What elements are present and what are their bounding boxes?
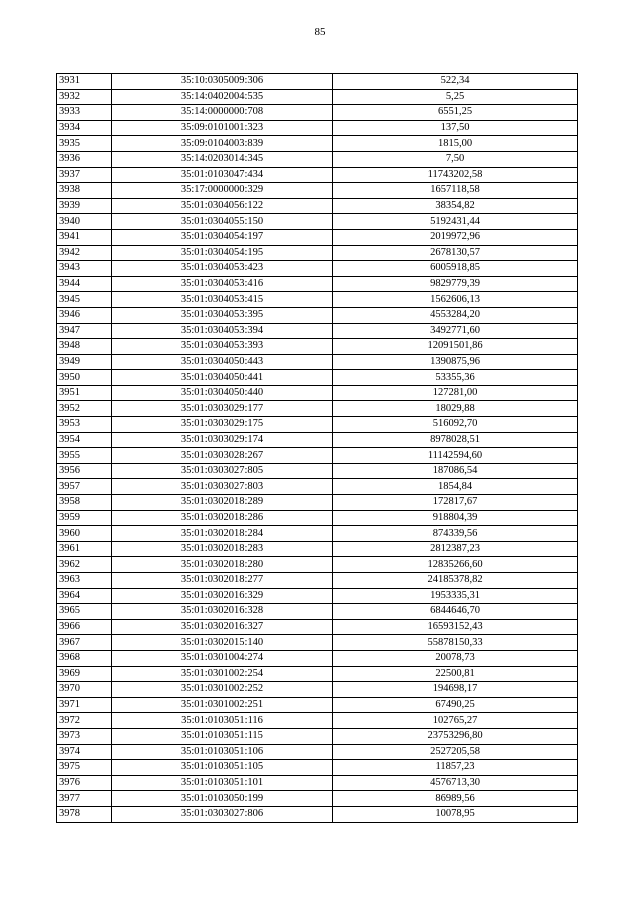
cadastral-number-cell: 35:01:0302018:277 <box>112 573 333 589</box>
row-number-cell: 3964 <box>57 588 112 604</box>
row-number-cell: 3975 <box>57 760 112 776</box>
table-row <box>57 292 578 308</box>
row-number-cell: 3971 <box>57 697 112 713</box>
cadastral-number-cell: 35:01:0103051:105 <box>112 760 333 776</box>
row-number-cell: 3977 <box>57 791 112 807</box>
cadastral-number-cell: 35:01:0302018:284 <box>112 526 333 542</box>
value-cell: 18029,88 <box>333 401 578 417</box>
cadastral-number-cell: 35:01:0304050:440 <box>112 385 333 401</box>
row-number-cell: 3962 <box>57 557 112 573</box>
row-number-cell: 3955 <box>57 448 112 464</box>
value-cell: 874339,56 <box>333 526 578 542</box>
cadastral-number-cell: 35:01:0302015:140 <box>112 635 333 651</box>
row-number-cell: 3943 <box>57 261 112 277</box>
table-row <box>57 198 578 214</box>
value-cell: 4576713,30 <box>333 775 578 791</box>
table-row <box>57 105 578 121</box>
value-cell: 22500,81 <box>333 666 578 682</box>
value-cell: 20078,73 <box>333 650 578 666</box>
value-cell: 23753296,80 <box>333 728 578 744</box>
value-cell: 11142594,60 <box>333 448 578 464</box>
cadastral-number-cell: 35:01:0303029:177 <box>112 401 333 417</box>
row-number-cell: 3956 <box>57 463 112 479</box>
table-row <box>57 74 578 90</box>
value-cell: 16593152,43 <box>333 619 578 635</box>
cadastral-number-cell: 35:01:0301004:274 <box>112 650 333 666</box>
cadastral-number-cell: 35:01:0304055:150 <box>112 214 333 230</box>
value-cell: 2527205,58 <box>333 744 578 760</box>
table-row <box>57 151 578 167</box>
cadastral-number-cell: 35:01:0103050:199 <box>112 791 333 807</box>
table-row <box>57 307 578 323</box>
value-cell: 8978028,51 <box>333 432 578 448</box>
cadastral-number-cell: 35:01:0302018:286 <box>112 510 333 526</box>
table-row <box>57 775 578 791</box>
row-number-cell: 3945 <box>57 292 112 308</box>
value-cell: 4553284,20 <box>333 307 578 323</box>
row-number-cell: 3952 <box>57 401 112 417</box>
value-cell: 7,50 <box>333 151 578 167</box>
value-cell: 1657118,58 <box>333 183 578 199</box>
row-number-cell: 3951 <box>57 385 112 401</box>
table-row <box>57 697 578 713</box>
cadastral-number-cell: 35:01:0304050:441 <box>112 370 333 386</box>
table-row <box>57 541 578 557</box>
table-row <box>57 479 578 495</box>
row-number-cell: 3957 <box>57 479 112 495</box>
row-number-cell: 3935 <box>57 136 112 152</box>
value-cell: 1390875,96 <box>333 354 578 370</box>
value-cell: 86989,56 <box>333 791 578 807</box>
value-cell: 1953335,31 <box>333 588 578 604</box>
table-row <box>57 89 578 105</box>
value-cell: 6005918,85 <box>333 261 578 277</box>
cadastral-number-cell: 35:01:0304053:395 <box>112 307 333 323</box>
row-number-cell: 3950 <box>57 370 112 386</box>
table-row <box>57 463 578 479</box>
table-row <box>57 573 578 589</box>
value-cell: 137,50 <box>333 120 578 136</box>
cadastral-number-cell: 35:01:0103051:106 <box>112 744 333 760</box>
table-row <box>57 510 578 526</box>
cadastral-number-cell: 35:01:0302016:327 <box>112 619 333 635</box>
value-cell: 11743202,58 <box>333 167 578 183</box>
row-number-cell: 3942 <box>57 245 112 261</box>
row-number-cell: 3973 <box>57 728 112 744</box>
row-number-cell: 3938 <box>57 183 112 199</box>
row-number-cell: 3937 <box>57 167 112 183</box>
table-row <box>57 448 578 464</box>
value-cell: 516092,70 <box>333 417 578 433</box>
value-cell: 6551,25 <box>333 105 578 121</box>
value-cell: 1562606,13 <box>333 292 578 308</box>
row-number-cell: 3954 <box>57 432 112 448</box>
row-number-cell: 3936 <box>57 151 112 167</box>
row-number-cell: 3940 <box>57 214 112 230</box>
cadastral-number-cell: 35:01:0303027:805 <box>112 463 333 479</box>
cadastral-number-cell: 35:14:0402004:535 <box>112 89 333 105</box>
cadastral-number-cell: 35:01:0302018:289 <box>112 495 333 511</box>
row-number-cell: 3969 <box>57 666 112 682</box>
cadastral-number-cell: 35:10:0305009:306 <box>112 74 333 90</box>
cadastral-number-cell: 35:17:0000000:329 <box>112 183 333 199</box>
cadastral-number-cell: 35:01:0304053:394 <box>112 323 333 339</box>
table-row <box>57 650 578 666</box>
value-cell: 53355,36 <box>333 370 578 386</box>
row-number-cell: 3932 <box>57 89 112 105</box>
table-row <box>57 417 578 433</box>
table-row <box>57 229 578 245</box>
row-number-cell: 3974 <box>57 744 112 760</box>
cadastral-number-cell: 35:01:0304053:423 <box>112 261 333 277</box>
table-row <box>57 261 578 277</box>
cadastral-number-cell: 35:01:0303029:174 <box>112 432 333 448</box>
cadastral-number-cell: 35:01:0304053:393 <box>112 339 333 355</box>
value-cell: 2812387,23 <box>333 541 578 557</box>
value-cell: 1815,00 <box>333 136 578 152</box>
cadastral-number-cell: 35:01:0304053:416 <box>112 276 333 292</box>
table-row <box>57 401 578 417</box>
cadastral-number-cell: 35:01:0303027:803 <box>112 479 333 495</box>
cadastral-number-cell: 35:01:0303029:175 <box>112 417 333 433</box>
value-cell: 194698,17 <box>333 682 578 698</box>
row-number-cell: 3976 <box>57 775 112 791</box>
table-row <box>57 682 578 698</box>
row-number-cell: 3965 <box>57 604 112 620</box>
table-row <box>57 214 578 230</box>
row-number-cell: 3941 <box>57 229 112 245</box>
cadastral-number-cell: 35:01:0103051:116 <box>112 713 333 729</box>
row-number-cell: 3960 <box>57 526 112 542</box>
value-cell: 12091501,86 <box>333 339 578 355</box>
table-row <box>57 526 578 542</box>
row-number-cell: 3958 <box>57 495 112 511</box>
row-number-cell: 3963 <box>57 573 112 589</box>
table-row <box>57 728 578 744</box>
table-row <box>57 323 578 339</box>
value-cell: 187086,54 <box>333 463 578 479</box>
row-number-cell: 3939 <box>57 198 112 214</box>
table-row <box>57 619 578 635</box>
cadastral-number-cell: 35:01:0304050:443 <box>112 354 333 370</box>
value-cell: 11857,23 <box>333 760 578 776</box>
row-number-cell: 3959 <box>57 510 112 526</box>
table-row <box>57 183 578 199</box>
table-row <box>57 245 578 261</box>
row-number-cell: 3966 <box>57 619 112 635</box>
table-row <box>57 339 578 355</box>
value-cell: 522,34 <box>333 74 578 90</box>
row-number-cell: 3947 <box>57 323 112 339</box>
value-cell: 38354,82 <box>333 198 578 214</box>
row-number-cell: 3968 <box>57 650 112 666</box>
cadastral-number-cell: 35:01:0103051:101 <box>112 775 333 791</box>
table-row <box>57 604 578 620</box>
cadastral-number-cell: 35:09:0104003:839 <box>112 136 333 152</box>
table-row <box>57 760 578 776</box>
cadastral-number-cell: 35:01:0302018:283 <box>112 541 333 557</box>
table-row <box>57 744 578 760</box>
value-cell: 5,25 <box>333 89 578 105</box>
table-row <box>57 136 578 152</box>
table-row <box>57 666 578 682</box>
table-row <box>57 635 578 651</box>
row-number-cell: 3946 <box>57 307 112 323</box>
table-row <box>57 791 578 807</box>
value-cell: 172817,67 <box>333 495 578 511</box>
cadastral-number-cell: 35:01:0303027:806 <box>112 806 333 822</box>
cadastral-number-cell: 35:01:0304053:415 <box>112 292 333 308</box>
cadastral-number-cell: 35:01:0301002:251 <box>112 697 333 713</box>
cadastral-number-cell: 35:01:0302016:329 <box>112 588 333 604</box>
table-row <box>57 354 578 370</box>
row-number-cell: 3934 <box>57 120 112 136</box>
cadastral-number-cell: 35:01:0302018:280 <box>112 557 333 573</box>
value-cell: 102765,27 <box>333 713 578 729</box>
row-number-cell: 3972 <box>57 713 112 729</box>
value-cell: 2678130,57 <box>333 245 578 261</box>
cadastral-number-cell: 35:01:0302016:328 <box>112 604 333 620</box>
value-cell: 10078,95 <box>333 806 578 822</box>
value-cell: 12835266,60 <box>333 557 578 573</box>
row-number-cell: 3961 <box>57 541 112 557</box>
table-row <box>57 557 578 573</box>
value-cell: 67490,25 <box>333 697 578 713</box>
table-row <box>57 495 578 511</box>
value-cell: 24185378,82 <box>333 573 578 589</box>
cadastral-number-cell: 35:01:0304054:195 <box>112 245 333 261</box>
row-number-cell: 3948 <box>57 339 112 355</box>
value-cell: 3492771,60 <box>333 323 578 339</box>
value-cell: 1854,84 <box>333 479 578 495</box>
cadastral-number-cell: 35:01:0304056:122 <box>112 198 333 214</box>
cadastral-number-cell: 35:01:0304054:197 <box>112 229 333 245</box>
cadastral-number-cell: 35:01:0103051:115 <box>112 728 333 744</box>
row-number-cell: 3953 <box>57 417 112 433</box>
cadastral-number-cell: 35:14:0000000:708 <box>112 105 333 121</box>
page-number: 85 <box>314 26 326 38</box>
table-row <box>57 167 578 183</box>
cadastral-number-cell: 35:01:0303028:267 <box>112 448 333 464</box>
table-row <box>57 385 578 401</box>
cadastral-number-cell: 35:09:0101001:323 <box>112 120 333 136</box>
table-row <box>57 276 578 292</box>
cadastral-number-cell: 35:01:0301002:252 <box>112 682 333 698</box>
table-row <box>57 588 578 604</box>
table-row <box>57 370 578 386</box>
row-number-cell: 3949 <box>57 354 112 370</box>
value-cell: 55878150,33 <box>333 635 578 651</box>
row-number-cell: 3944 <box>57 276 112 292</box>
cadastral-value-table <box>56 73 578 823</box>
row-number-cell: 3933 <box>57 105 112 121</box>
table-row <box>57 432 578 448</box>
value-cell: 9829779,39 <box>333 276 578 292</box>
table-row <box>57 120 578 136</box>
table-row <box>57 713 578 729</box>
row-number-cell: 3967 <box>57 635 112 651</box>
row-number-cell: 3978 <box>57 806 112 822</box>
table-body <box>57 74 578 823</box>
value-cell: 127281,00 <box>333 385 578 401</box>
cadastral-number-cell: 35:01:0103047:434 <box>112 167 333 183</box>
row-number-cell: 3931 <box>57 74 112 90</box>
cadastral-number-cell: 35:14:0203014:345 <box>112 151 333 167</box>
value-cell: 918804,39 <box>333 510 578 526</box>
value-cell: 2019972,96 <box>333 229 578 245</box>
value-cell: 6844646,70 <box>333 604 578 620</box>
cadastral-number-cell: 35:01:0301002:254 <box>112 666 333 682</box>
value-cell: 5192431,44 <box>333 214 578 230</box>
row-number-cell: 3970 <box>57 682 112 698</box>
table-row <box>57 806 578 822</box>
